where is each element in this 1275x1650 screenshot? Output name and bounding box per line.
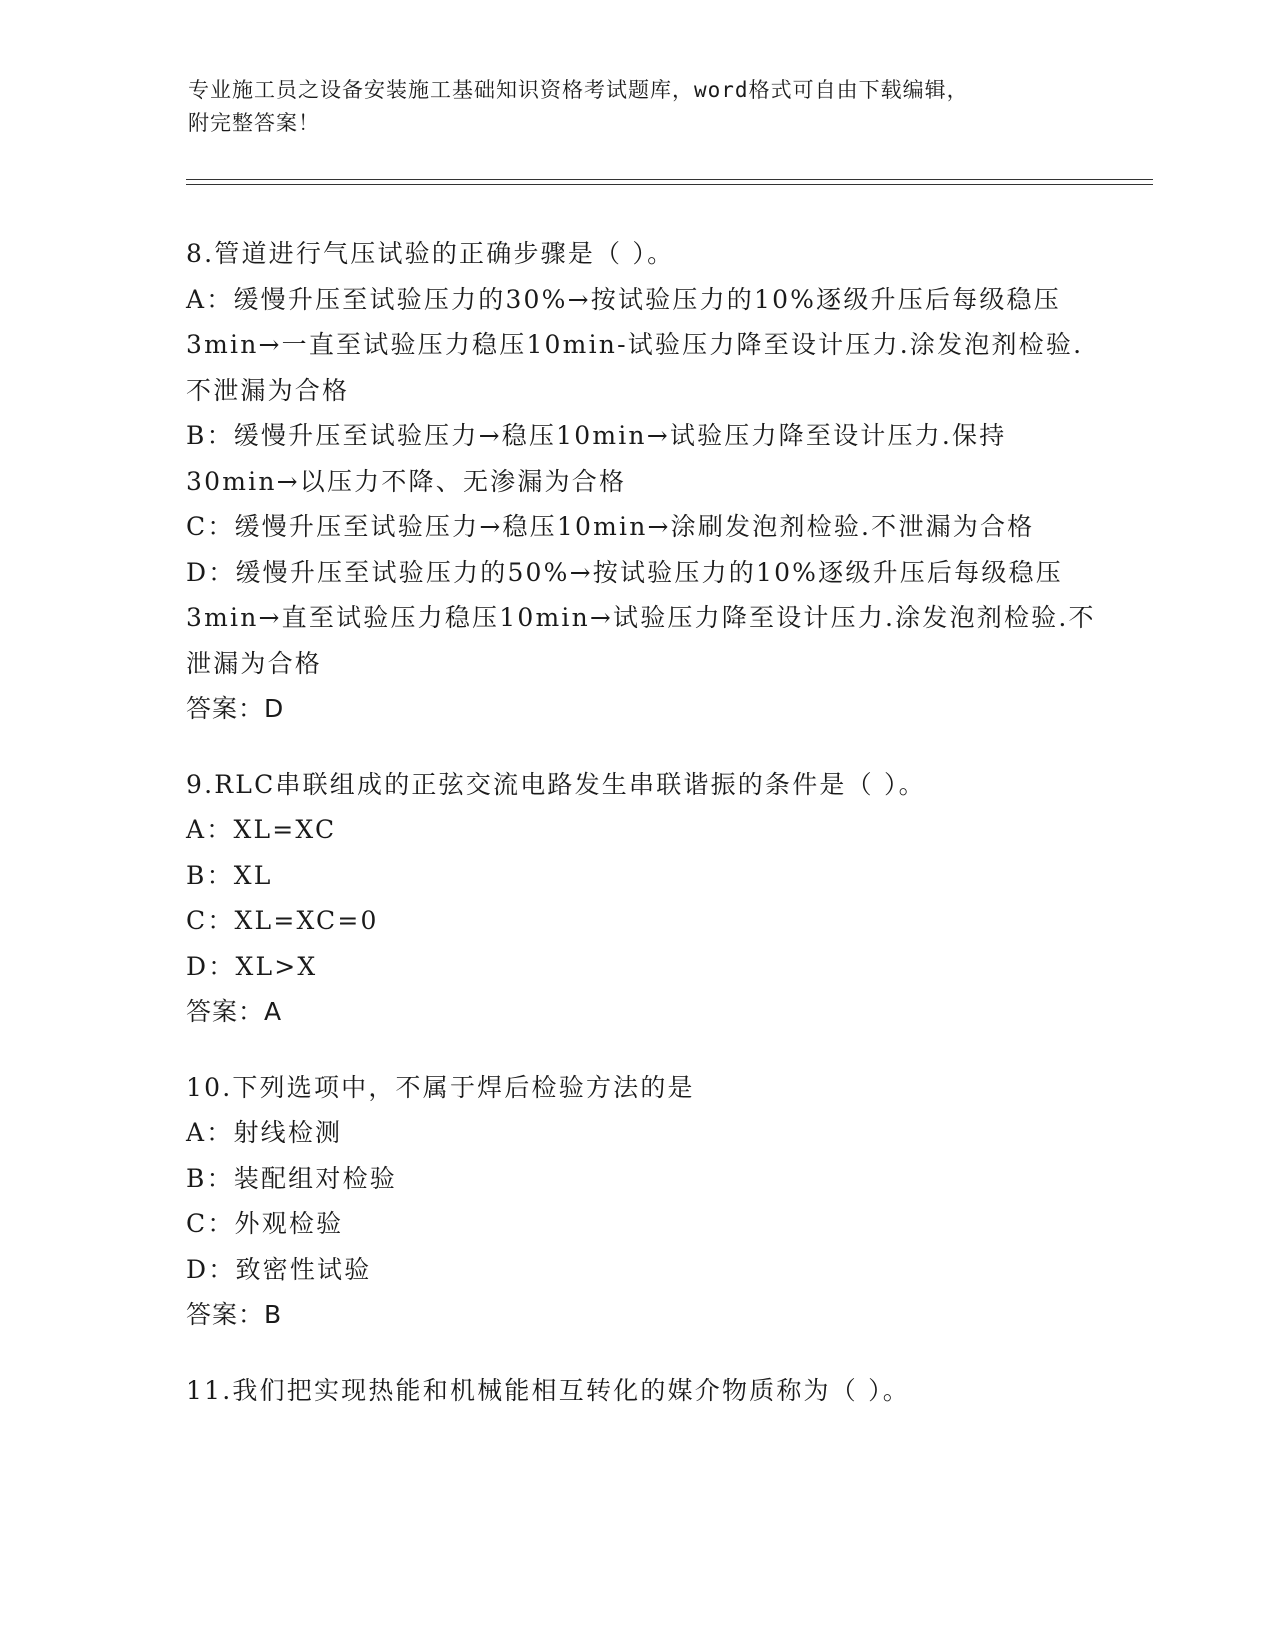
option-b: B：XL [186,860,273,890]
option-b: B：装配组对检验 [186,1163,397,1193]
question-stem: 8.管道进行气压试验的正确步骤是（ ）。 [186,239,675,268]
header-divider-bottom [186,184,1153,185]
question-stem: 11.我们把实现热能和机械能相互转化的媒介物质称为（ ）。 [186,1375,911,1405]
option-c: C：XL=XC=0 [186,906,379,935]
question-8 [186,231,1106,732]
document-header [188,74,1068,140]
header-line-1: 专业施工员之设备安装施工基础知识资格考试题库，word格式可自由下载编辑， [188,78,969,102]
option-a: A：缓慢升压至试验压力的30%→按试验压力的10%逐级升压后每级稳压3min→一直至试验压力稳压10min-试验压力降至设计压力.涂发泡剂检验.不泄漏为合格 [186,284,1084,405]
option-b: B：缓慢升压至试验压力→稳压10min→试验压力降至设计压力.保持30min→以压力不降、无渗漏为合格 [186,421,1007,496]
question-11 [186,1368,1106,1414]
answer-line: 答案：B [186,1300,283,1329]
header-divider-top [186,179,1153,180]
option-a: A：射线检测 [186,1118,343,1147]
question-10 [186,1065,1106,1338]
question-9 [186,762,1106,1035]
option-a: A：XL=XC [186,815,337,844]
answer-line: 答案：D [186,694,285,723]
question-stem: 9.RLC串联组成的正弦交流电路发生串联谐振的条件是（ ）。 [186,769,926,799]
option-d: D：XL>X [186,951,318,981]
question-stem: 10.下列选项中，不属于焊后检验方法的是 [186,1072,695,1102]
header-line-2: 附完整答案！ [188,111,320,135]
question-list [186,231,1106,1443]
option-c: C：缓慢升压至试验压力→稳压10min→涂刷发泡剂检验.不泄漏为合格 [186,512,1035,541]
option-d: D：致密性试验 [186,1254,372,1284]
answer-line: 答案：A [186,997,283,1026]
option-c: C：外观检验 [186,1209,344,1238]
option-d: D：缓慢升压至试验压力的50%→按试验压力的10%逐级升压后每级稳压3min→直至试验压力稳压10min→试验压力降至设计压力.涂发泡剂检验.不泄漏为合格 [186,557,1096,678]
